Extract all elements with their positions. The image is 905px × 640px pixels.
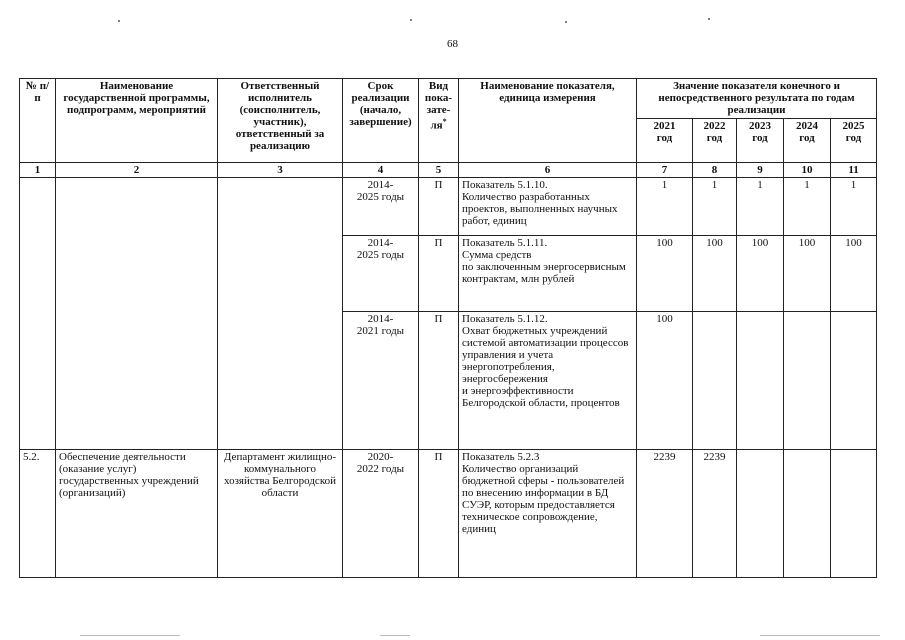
value-2023 bbox=[737, 312, 784, 450]
column-number: 3 bbox=[218, 163, 343, 178]
indicator-type-cell: П bbox=[419, 236, 459, 312]
column-number: 8 bbox=[693, 163, 737, 178]
column-number: 9 bbox=[737, 163, 784, 178]
column-number: 11 bbox=[831, 163, 877, 178]
header-number: № п/п bbox=[20, 79, 56, 163]
scan-speck bbox=[118, 20, 120, 22]
scan-speck bbox=[410, 19, 412, 21]
column-number: 7 bbox=[637, 163, 693, 178]
header-year-2023: 2023 год bbox=[737, 119, 784, 163]
indicator-cell: Показатель 5.1.11. Сумма средств по заключенным энергосервисным контрактам, млн рублей bbox=[459, 236, 637, 312]
value-2023: 100 bbox=[737, 236, 784, 312]
value-2021: 100 bbox=[637, 312, 693, 450]
empty-program-cell bbox=[56, 178, 218, 450]
value-2021: 2239 bbox=[637, 450, 693, 578]
header-indicator-type: Вид пока-зате-ля* bbox=[419, 79, 459, 163]
value-2025 bbox=[831, 312, 877, 450]
period-cell: 2020- 2022 годы bbox=[343, 450, 419, 578]
footer-mark bbox=[760, 635, 880, 636]
section-number: 5.2. bbox=[20, 450, 56, 578]
empty-number-cell bbox=[20, 178, 56, 450]
indicator-cell: Показатель 5.1.10. Количество разработанных проектов, выполненных научных работ, единиц bbox=[459, 178, 637, 236]
value-2022: 100 bbox=[693, 236, 737, 312]
period-cell: 2014- 2025 годы bbox=[343, 236, 419, 312]
footer-mark bbox=[80, 635, 180, 636]
period-cell: 2014- 2021 годы bbox=[343, 312, 419, 450]
column-number: 5 bbox=[419, 163, 459, 178]
scan-speck bbox=[708, 18, 710, 20]
header-year-2025: 2025 год bbox=[831, 119, 877, 163]
empty-executor-cell bbox=[218, 178, 343, 450]
table-row-section bbox=[20, 450, 877, 578]
header-year-2024: 2024 год bbox=[784, 119, 831, 163]
indicator-cell: Показатель 5.2.3 Количество организаций бюджетной сферы - пользователей по внесению информации в БД СУЭР, которым предоставляется техническое сопровождение, единиц bbox=[459, 450, 637, 578]
header-year-2021: 2021 год bbox=[637, 119, 693, 163]
indicator-cell: Показатель 5.1.12. Охват бюджетных учреждений системой автоматизации процессов управления и учета энергопотребления, энергосбережения и энергоэффективности Белгородской области, процентов bbox=[459, 312, 637, 450]
period-cell: 2014- 2025 годы bbox=[343, 178, 419, 236]
value-2024 bbox=[784, 450, 831, 578]
value-2022: 2239 bbox=[693, 450, 737, 578]
column-number-row bbox=[20, 163, 877, 178]
value-2022 bbox=[693, 312, 737, 450]
table-row bbox=[20, 178, 877, 236]
value-2023 bbox=[737, 450, 784, 578]
value-2024: 100 bbox=[784, 236, 831, 312]
section-name: Обеспечение деятельности (оказание услуг) государственных учреждений (организаций) bbox=[56, 450, 218, 578]
value-2025 bbox=[831, 450, 877, 578]
value-2024: 1 bbox=[784, 178, 831, 236]
indicators-table bbox=[19, 78, 877, 578]
header-year-2022: 2022 год bbox=[693, 119, 737, 163]
value-2022: 1 bbox=[693, 178, 737, 236]
column-number: 4 bbox=[343, 163, 419, 178]
value-2021: 100 bbox=[637, 236, 693, 312]
indicator-type-cell: П bbox=[419, 178, 459, 236]
value-2025: 1 bbox=[831, 178, 877, 236]
column-number: 2 bbox=[56, 163, 218, 178]
indicator-type-cell: П bbox=[419, 450, 459, 578]
value-2021: 1 bbox=[637, 178, 693, 236]
indicator-type-cell: П bbox=[419, 312, 459, 450]
header-program-name: Наименование государственной программы, подпрограмм, мероприятий bbox=[56, 79, 218, 163]
column-number: 6 bbox=[459, 163, 637, 178]
column-number: 1 bbox=[20, 163, 56, 178]
header-executor: Ответственный исполнитель (соисполнитель, участник), ответственный за реализацию bbox=[218, 79, 343, 163]
header-indicator-name: Наименование показателя, единица измерения bbox=[459, 79, 637, 163]
value-2024 bbox=[784, 312, 831, 450]
header-values-group: Значение показателя конечного и непосредственного результата по годам реализации bbox=[637, 79, 877, 119]
page-number: 68 bbox=[447, 38, 458, 50]
column-number: 10 bbox=[784, 163, 831, 178]
value-2025: 100 bbox=[831, 236, 877, 312]
scan-speck bbox=[565, 21, 567, 23]
header-period: Срок реализации (начало, завершение) bbox=[343, 79, 419, 163]
value-2023: 1 bbox=[737, 178, 784, 236]
section-executor: Департамент жилищно-коммунального хозяйства Белгородской области bbox=[218, 450, 343, 578]
footer-mark bbox=[380, 635, 410, 636]
